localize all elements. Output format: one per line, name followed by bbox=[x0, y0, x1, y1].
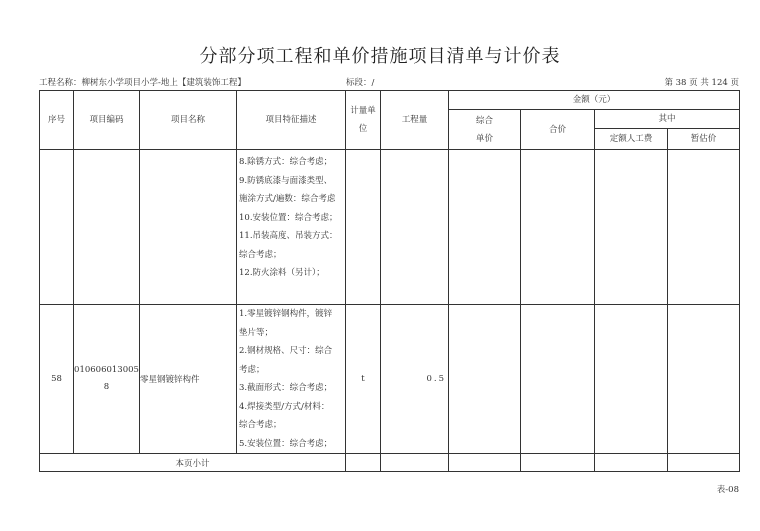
header-composite bbox=[449, 110, 521, 150]
project-name: 工程名称：柳树东小学项目小学-地上【建筑装饰工程】 bbox=[39, 78, 246, 88]
row-labor bbox=[595, 150, 668, 305]
header-seq: 序号 bbox=[40, 91, 74, 150]
desc-line: 综合考虑； bbox=[239, 249, 282, 260]
desc-line: 施涂方式/遍数：综合考虑 bbox=[239, 194, 336, 204]
table-row bbox=[40, 305, 740, 454]
row-desc bbox=[237, 150, 346, 305]
desc-line: 10.安装位置：综合考虑； bbox=[239, 212, 338, 223]
header-total: 合价 bbox=[521, 110, 595, 150]
page-title: 分部分项工程和单价措施项目清单与计价表 bbox=[199, 46, 561, 67]
row-name bbox=[140, 150, 237, 305]
section-label: 标段：/ bbox=[346, 78, 375, 88]
desc-line: 4.焊接类型/方式/材料： bbox=[239, 401, 330, 412]
header-provisional: 暂估价 bbox=[668, 129, 740, 150]
header-amount: 金额（元） bbox=[449, 91, 740, 110]
desc-line: 12.防火涂料（另计）； bbox=[239, 268, 325, 278]
row-unit bbox=[346, 150, 381, 305]
row-unit: t bbox=[346, 305, 381, 454]
desc-line: 5.安装位置：综合考虑； bbox=[239, 438, 333, 449]
row-qty: 0.5 bbox=[381, 305, 449, 454]
subtotal-cell bbox=[381, 454, 449, 472]
row-labor bbox=[595, 305, 668, 454]
subtotal-label: 本页小计 bbox=[40, 454, 346, 472]
subtotal-cell bbox=[521, 454, 595, 472]
row-composite bbox=[449, 150, 521, 305]
row-name: 零星钢镀锌构件 bbox=[140, 305, 237, 454]
row-provisional bbox=[668, 150, 740, 305]
subtotal-row bbox=[40, 454, 740, 472]
row-code bbox=[74, 305, 140, 454]
desc-line: 8.除锈方式：综合考虑； bbox=[239, 157, 333, 167]
desc-line: 考虑； bbox=[239, 364, 265, 375]
desc-line: 9.防锈底漆与面漆类型、 bbox=[239, 175, 333, 186]
table-row bbox=[40, 150, 740, 305]
header-unit-line1: 计量单 bbox=[350, 106, 376, 116]
subtotal-cell bbox=[449, 454, 521, 472]
header-unit bbox=[346, 91, 381, 150]
subtotal-cell bbox=[346, 454, 381, 472]
header-labor: 定额人工费 bbox=[595, 129, 668, 150]
page-counter: 第 38 页 共 124 页 bbox=[664, 78, 739, 88]
header-composite-line2: 单价 bbox=[475, 133, 493, 144]
subtotal-cell bbox=[595, 454, 668, 472]
row-composite bbox=[449, 305, 521, 454]
row-total bbox=[521, 305, 595, 454]
header-desc: 项目特征描述 bbox=[237, 91, 346, 150]
subtotal-cell bbox=[668, 454, 740, 472]
desc-line: 1.零星镀锌钢构件，镀锌 bbox=[239, 309, 333, 319]
desc-line: 3.截面形式：综合考虑； bbox=[239, 383, 333, 393]
header-name: 项目名称 bbox=[140, 91, 237, 150]
row-seq bbox=[40, 150, 74, 305]
header-of-which: 其中 bbox=[595, 110, 740, 129]
row-seq: 58 bbox=[40, 305, 74, 454]
desc-line: 垫片等； bbox=[239, 327, 274, 338]
row-code bbox=[74, 150, 140, 305]
row-code-line1: 010606013005 bbox=[74, 365, 139, 375]
row-total bbox=[521, 150, 595, 305]
row-qty bbox=[381, 150, 449, 305]
header-unit-line2: 位 bbox=[358, 124, 368, 134]
header-qty: 工程量 bbox=[381, 91, 449, 150]
header-code: 项目编码 bbox=[74, 91, 140, 150]
form-number: 表-08 bbox=[716, 485, 739, 495]
header-composite-line1: 综合 bbox=[475, 115, 493, 126]
row-desc bbox=[237, 305, 346, 454]
bill-table bbox=[39, 90, 740, 472]
row-code-line2: 8 bbox=[103, 382, 110, 392]
desc-line: 11.吊装高度、吊装方式： bbox=[239, 231, 338, 241]
row-provisional bbox=[668, 305, 740, 454]
desc-line: 2.钢材规格、尺寸：综合 bbox=[239, 346, 333, 356]
desc-line: 综合考虑； bbox=[239, 420, 282, 430]
